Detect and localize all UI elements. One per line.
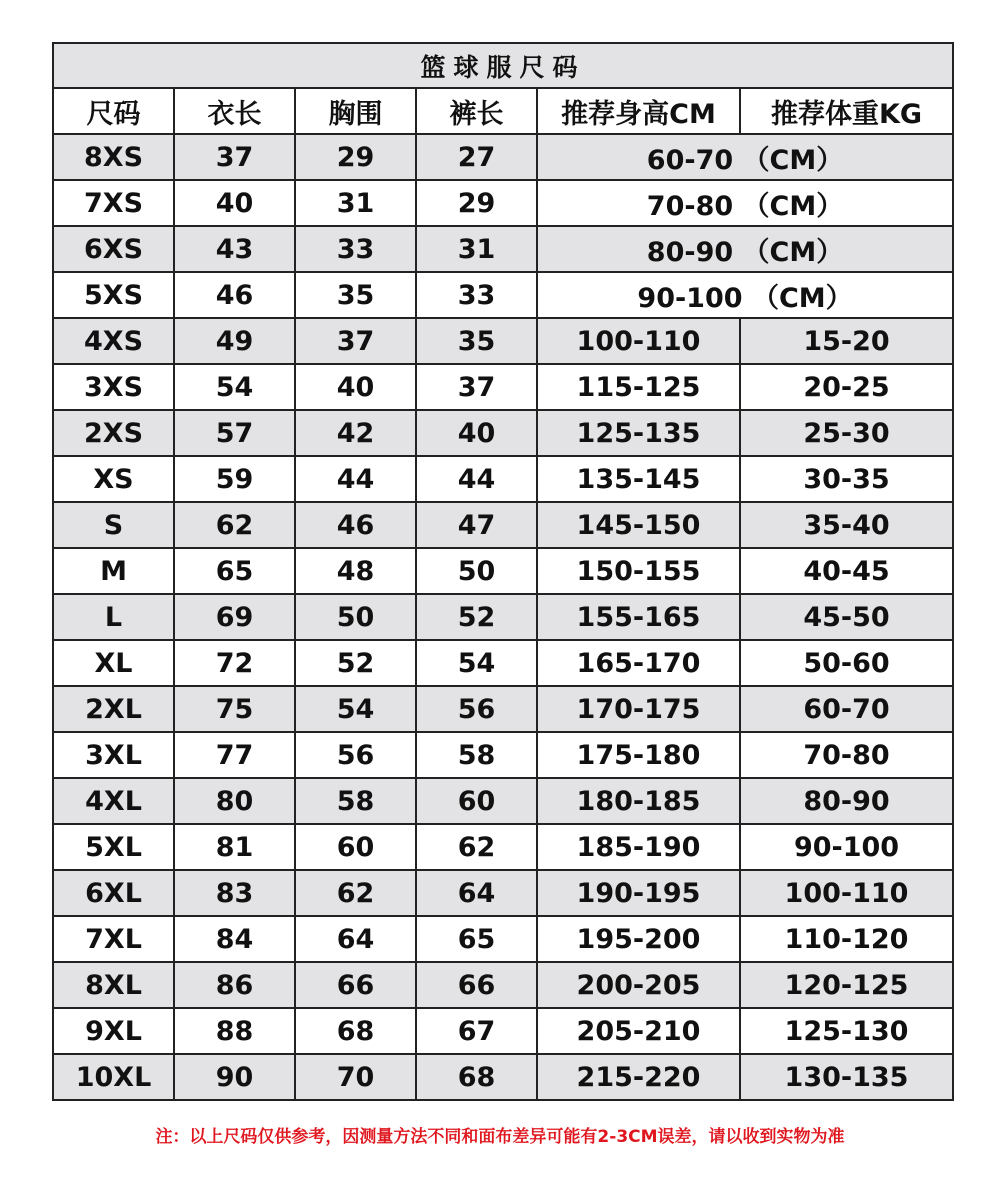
cell-length: 81 <box>174 824 295 870</box>
cell-length: 83 <box>174 870 295 916</box>
cell-pants: 37 <box>416 364 537 410</box>
cell-chest: 68 <box>295 1008 416 1054</box>
cell-height: 205-210 <box>537 1008 740 1054</box>
table-row <box>53 548 953 594</box>
cell-weight: 25-30 <box>740 410 953 456</box>
cell-chest: 37 <box>295 318 416 364</box>
cell-weight: 40-45 <box>740 548 953 594</box>
cell-height-merged: 90-100 （CM） <box>537 272 953 318</box>
cell-weight: 45-50 <box>740 594 953 640</box>
cell-height: 150-155 <box>537 548 740 594</box>
cell-weight: 35-40 <box>740 502 953 548</box>
cell-height: 180-185 <box>537 778 740 824</box>
cell-chest: 48 <box>295 548 416 594</box>
cell-length: 40 <box>174 180 295 226</box>
table-row <box>53 640 953 686</box>
table-row <box>53 272 953 318</box>
cell-weight: 130-135 <box>740 1054 953 1100</box>
table-row <box>53 962 953 1008</box>
cell-height: 100-110 <box>537 318 740 364</box>
cell-chest: 29 <box>295 134 416 180</box>
cell-size: 6XL <box>53 870 174 916</box>
cell-size: L <box>53 594 174 640</box>
cell-pants: 47 <box>416 502 537 548</box>
cell-height: 125-135 <box>537 410 740 456</box>
cell-size: 7XS <box>53 180 174 226</box>
header-row <box>53 88 953 134</box>
cell-weight: 90-100 <box>740 824 953 870</box>
table-row <box>53 364 953 410</box>
size-chart-table <box>52 42 954 1101</box>
cell-length: 37 <box>174 134 295 180</box>
cell-size: 4XS <box>53 318 174 364</box>
cell-size: 5XL <box>53 824 174 870</box>
cell-size: 7XL <box>53 916 174 962</box>
cell-pants: 40 <box>416 410 537 456</box>
cell-size: 6XS <box>53 226 174 272</box>
cell-chest: 52 <box>295 640 416 686</box>
cell-length: 46 <box>174 272 295 318</box>
cell-length: 75 <box>174 686 295 732</box>
cell-length: 65 <box>174 548 295 594</box>
table-row <box>53 916 953 962</box>
cell-length: 86 <box>174 962 295 1008</box>
cell-length: 59 <box>174 456 295 502</box>
cell-height: 170-175 <box>537 686 740 732</box>
cell-height-merged: 60-70 （CM） <box>537 134 953 180</box>
cell-size: 8XS <box>53 134 174 180</box>
cell-pants: 33 <box>416 272 537 318</box>
disclaimer-note: 注：以上尺码仅供参考，因测量方法不同和面布差异可能有2-3CM误差，请以收到实物为准 <box>155 1127 845 1147</box>
cell-pants: 56 <box>416 686 537 732</box>
header-height: 推荐身高CM <box>537 88 740 134</box>
table-row <box>53 686 953 732</box>
cell-size: S <box>53 502 174 548</box>
table-row <box>53 134 953 180</box>
cell-size: M <box>53 548 174 594</box>
cell-size: 10XL <box>53 1054 174 1100</box>
cell-chest: 62 <box>295 870 416 916</box>
cell-length: 43 <box>174 226 295 272</box>
cell-weight: 120-125 <box>740 962 953 1008</box>
table-row <box>53 778 953 824</box>
cell-height: 185-190 <box>537 824 740 870</box>
table-row <box>53 502 953 548</box>
cell-height: 165-170 <box>537 640 740 686</box>
cell-pants: 31 <box>416 226 537 272</box>
cell-chest: 40 <box>295 364 416 410</box>
cell-pants: 68 <box>416 1054 537 1100</box>
cell-chest: 42 <box>295 410 416 456</box>
cell-size: 3XL <box>53 732 174 778</box>
cell-height: 195-200 <box>537 916 740 962</box>
cell-weight: 30-35 <box>740 456 953 502</box>
header-pants: 裤长 <box>416 88 537 134</box>
cell-size: XL <box>53 640 174 686</box>
header-weight: 推荐体重KG <box>740 88 953 134</box>
cell-length: 88 <box>174 1008 295 1054</box>
table-row <box>53 318 953 364</box>
cell-weight: 20-25 <box>740 364 953 410</box>
cell-height: 190-195 <box>537 870 740 916</box>
table-row <box>53 226 953 272</box>
cell-height: 175-180 <box>537 732 740 778</box>
table-row <box>53 824 953 870</box>
cell-pants: 62 <box>416 824 537 870</box>
cell-chest: 56 <box>295 732 416 778</box>
cell-pants: 27 <box>416 134 537 180</box>
cell-size: 8XL <box>53 962 174 1008</box>
cell-pants: 66 <box>416 962 537 1008</box>
header-length: 衣长 <box>174 88 295 134</box>
cell-length: 80 <box>174 778 295 824</box>
cell-chest: 31 <box>295 180 416 226</box>
cell-pants: 44 <box>416 456 537 502</box>
cell-pants: 35 <box>416 318 537 364</box>
cell-weight: 110-120 <box>740 916 953 962</box>
cell-height: 155-165 <box>537 594 740 640</box>
cell-length: 77 <box>174 732 295 778</box>
cell-weight: 50-60 <box>740 640 953 686</box>
cell-pants: 67 <box>416 1008 537 1054</box>
header-size: 尺码 <box>53 88 174 134</box>
cell-size: 2XS <box>53 410 174 456</box>
cell-chest: 54 <box>295 686 416 732</box>
cell-weight: 80-90 <box>740 778 953 824</box>
cell-chest: 44 <box>295 456 416 502</box>
table-row <box>53 594 953 640</box>
cell-height-merged: 80-90 （CM） <box>537 226 953 272</box>
title-row <box>53 43 953 88</box>
table-title: 篮球服尺码 <box>53 43 953 88</box>
cell-height: 135-145 <box>537 456 740 502</box>
cell-size: 9XL <box>53 1008 174 1054</box>
cell-weight: 60-70 <box>740 686 953 732</box>
cell-height: 145-150 <box>537 502 740 548</box>
cell-size: 5XS <box>53 272 174 318</box>
cell-pants: 60 <box>416 778 537 824</box>
cell-size: XS <box>53 456 174 502</box>
cell-length: 69 <box>174 594 295 640</box>
cell-chest: 33 <box>295 226 416 272</box>
cell-chest: 60 <box>295 824 416 870</box>
cell-height: 215-220 <box>537 1054 740 1100</box>
cell-length: 90 <box>174 1054 295 1100</box>
cell-weight: 100-110 <box>740 870 953 916</box>
cell-size: 2XL <box>53 686 174 732</box>
cell-chest: 70 <box>295 1054 416 1100</box>
cell-length: 72 <box>174 640 295 686</box>
cell-chest: 64 <box>295 916 416 962</box>
cell-chest: 35 <box>295 272 416 318</box>
cell-chest: 46 <box>295 502 416 548</box>
cell-pants: 52 <box>416 594 537 640</box>
cell-height: 115-125 <box>537 364 740 410</box>
cell-pants: 58 <box>416 732 537 778</box>
cell-length: 62 <box>174 502 295 548</box>
table-row <box>53 456 953 502</box>
cell-pants: 64 <box>416 870 537 916</box>
table-row <box>53 732 953 778</box>
cell-weight: 15-20 <box>740 318 953 364</box>
cell-size: 4XL <box>53 778 174 824</box>
cell-weight: 125-130 <box>740 1008 953 1054</box>
cell-chest: 50 <box>295 594 416 640</box>
table-row <box>53 870 953 916</box>
cell-size: 3XS <box>53 364 174 410</box>
cell-pants: 54 <box>416 640 537 686</box>
table-row <box>53 410 953 456</box>
cell-weight: 70-80 <box>740 732 953 778</box>
table-row <box>53 1008 953 1054</box>
cell-length: 49 <box>174 318 295 364</box>
table-row <box>53 1054 953 1100</box>
header-chest: 胸围 <box>295 88 416 134</box>
cell-chest: 66 <box>295 962 416 1008</box>
cell-chest: 58 <box>295 778 416 824</box>
cell-pants: 65 <box>416 916 537 962</box>
cell-height-merged: 70-80 （CM） <box>537 180 953 226</box>
cell-height: 200-205 <box>537 962 740 1008</box>
cell-length: 57 <box>174 410 295 456</box>
cell-pants: 50 <box>416 548 537 594</box>
table-row <box>53 180 953 226</box>
cell-length: 54 <box>174 364 295 410</box>
cell-length: 84 <box>174 916 295 962</box>
cell-pants: 29 <box>416 180 537 226</box>
